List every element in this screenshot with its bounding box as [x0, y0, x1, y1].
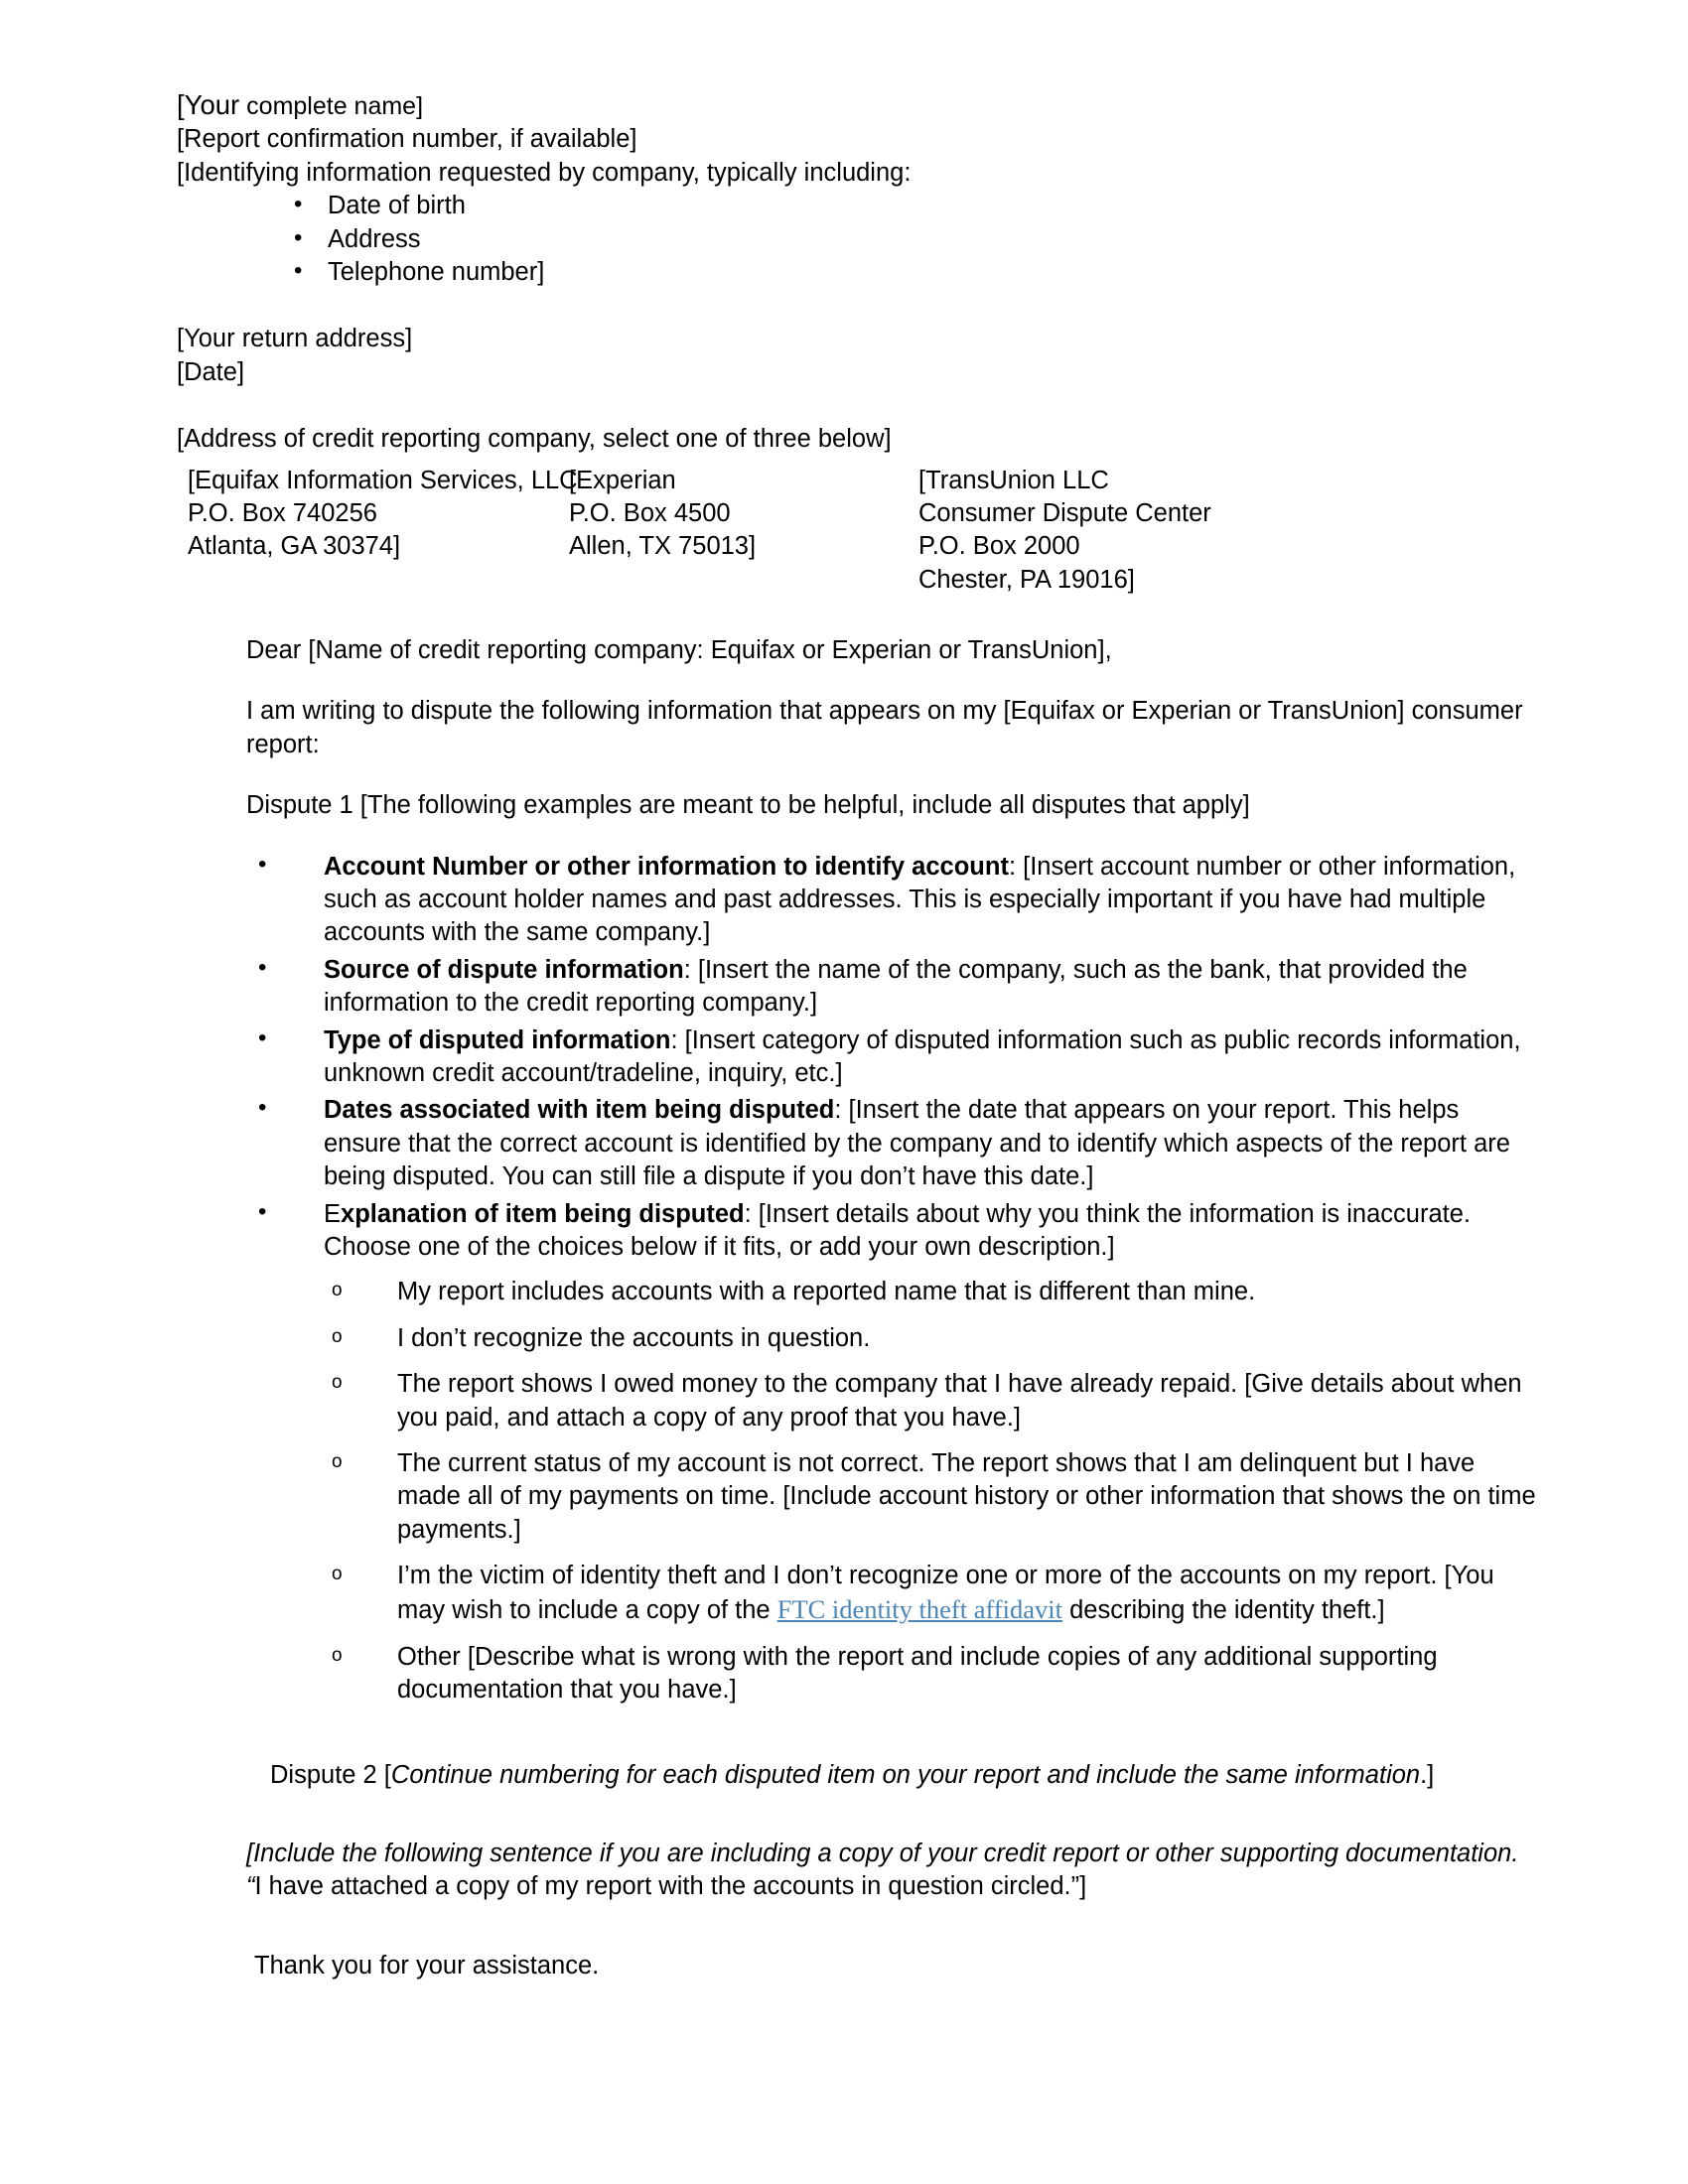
your-label: [Your	[177, 89, 240, 120]
sub-bullet-text-after: describing the identity theft.]	[1062, 1596, 1385, 1625]
dispute-2-label: Dispute 2 [	[270, 1760, 391, 1789]
bullet-lead: Type of disputed information	[324, 1025, 671, 1054]
recipient-header-block	[177, 87, 1539, 457]
address-intro-line: [Address of credit reporting company, select one of three below]	[177, 425, 892, 454]
return-address-line: [Your return address]	[177, 325, 413, 353]
explanation-text: : [Insert details about why you think the information is inaccurate. Choose one of the choices below if it fits, or add your own description.]	[324, 1199, 1471, 1261]
dispute-2-instruction: Continue numbering for each disputed item on your report and include the same information	[390, 1760, 1421, 1789]
list-item	[246, 1094, 1539, 1193]
letter-content	[246, 634, 1539, 1982]
bureau-line: Atlanta, GA 30374]	[188, 532, 401, 561]
bullet-lead: Source of dispute information	[324, 955, 684, 984]
list-item: • Address	[177, 223, 1539, 256]
include-sentence-note	[246, 1838, 1539, 1904]
dispute-2-tail: .]	[1420, 1760, 1435, 1789]
bureau-transunion	[918, 465, 1211, 598]
thank-you-line: Thank you for your assistance.	[254, 1951, 600, 1979]
bureau-line: P.O. Box 740256	[188, 498, 377, 527]
letter-body	[177, 87, 1539, 1982]
list-item: o My report includes accounts with a reported name that is different than mine.	[324, 1276, 1539, 1308]
intro-paragraph: I am writing to dispute the following information that appears on my [Equifax or Experian or TransUnion] consumer report:	[246, 697, 1523, 758]
explanation-lead-initial: E	[324, 1199, 342, 1228]
bureau-line: P.O. Box 4500	[569, 498, 731, 527]
bureau-experian	[569, 465, 918, 598]
list-item-identity-theft	[324, 1560, 1539, 1628]
salutation: Dear [Name of credit reporting company: Equifax or Experian or TransUnion],	[246, 636, 1112, 665]
your-complete-name-line	[177, 87, 1539, 123]
bureau-line: Consumer Dispute Center	[918, 498, 1211, 527]
list-item	[246, 1024, 1539, 1091]
list-item	[246, 851, 1539, 950]
list-item: o The current status of my account is not correct. The report shows that I am delinquent but I have made all of my payments on time. [Include account history or other information that shows the on time payments.]	[324, 1447, 1539, 1547]
complete-name-label: complete name]	[239, 92, 424, 120]
include-note-instruction: [Include the following sentence if you are including a copy of your credit report or other supporting documentation. “	[246, 1840, 1519, 1901]
include-note-quote: I have attached a copy of my report with the accounts in question circled.”]	[254, 1872, 1087, 1901]
bureau-line: [Equifax Information Services, LLC	[188, 466, 578, 494]
identifying-info-line: [Identifying information requested by company, typically including:	[177, 158, 912, 187]
list-item: • Date of birth	[177, 190, 1539, 222]
list-item: o Other [Describe what is wrong with the report and include copies of any additional supporting documentation that you have.]	[324, 1641, 1539, 1707]
list-item: o I don’t recognize the accounts in question.	[324, 1322, 1539, 1355]
bureau-equifax	[188, 465, 578, 598]
list-item: o The report shows I owed money to the company that I have already repaid. [Give details about when you paid, and attach a copy of any proof that you have.]	[324, 1368, 1539, 1434]
explanation-choice-list	[324, 1276, 1539, 1706]
sub-bullet-text-before: I’m the victim of identity theft and I don’t recognize one or more of the accounts on my report. [You may wish to include a copy of the	[397, 1562, 1494, 1625]
identifying-info-list	[177, 190, 1539, 289]
bullet-lead: Dates associated with item being disputed	[324, 1096, 835, 1125]
bureau-line: Chester, PA 19016]	[918, 565, 1135, 594]
date-line: [Date]	[177, 357, 245, 386]
bullet-text: : [Insert account number or other information, such as account holder names and past addresses. This is especially important if you have had multiple accounts with the same company.]	[324, 852, 1516, 947]
bureau-line: [TransUnion LLC	[918, 466, 1109, 494]
spacer	[177, 289, 1539, 323]
bullet-text: : [Insert the name of the company, such as the bank, that provided the information to the credit reporting company.]	[324, 955, 1468, 1018]
bureau-line: P.O. Box 2000	[918, 532, 1080, 561]
dispute-1-bullet-list	[246, 851, 1539, 1707]
dispute-1-heading: Dispute 1 [The following examples are meant to be helpful, include all disputes that apply]	[246, 791, 1250, 820]
ftc-identity-theft-affidavit-link[interactable]: FTC identity theft affidavit	[776, 1594, 1062, 1625]
bullet-text: : [Insert the date that appears on your report. This helps ensure that the correct account is identified by the company and to identify which aspects of the report are being disputed. You can still file a dispute if you don’t have this date.]	[324, 1096, 1510, 1191]
bullet-text: : [Insert category of disputed information such as public records information, unknown credit account/tradeline, inquiry, etc.]	[324, 1025, 1521, 1087]
bureau-line: [Experian	[569, 466, 676, 494]
dispute-2-paragraph	[199, 1759, 1539, 1792]
explanation-lead: xplanation of item being disputed	[341, 1199, 745, 1228]
list-item	[246, 954, 1539, 1021]
list-item: • Telephone number]	[177, 256, 1539, 289]
credit-bureau-addresses	[177, 465, 1539, 598]
list-item-explanation	[246, 1198, 1539, 1707]
spacer	[177, 389, 1539, 423]
bullet-lead: Account Number or other information to identify account	[324, 852, 1009, 881]
bureau-line: Allen, TX 75013]	[569, 532, 757, 561]
report-confirmation-line: [Report confirmation number, if available]	[177, 125, 637, 154]
